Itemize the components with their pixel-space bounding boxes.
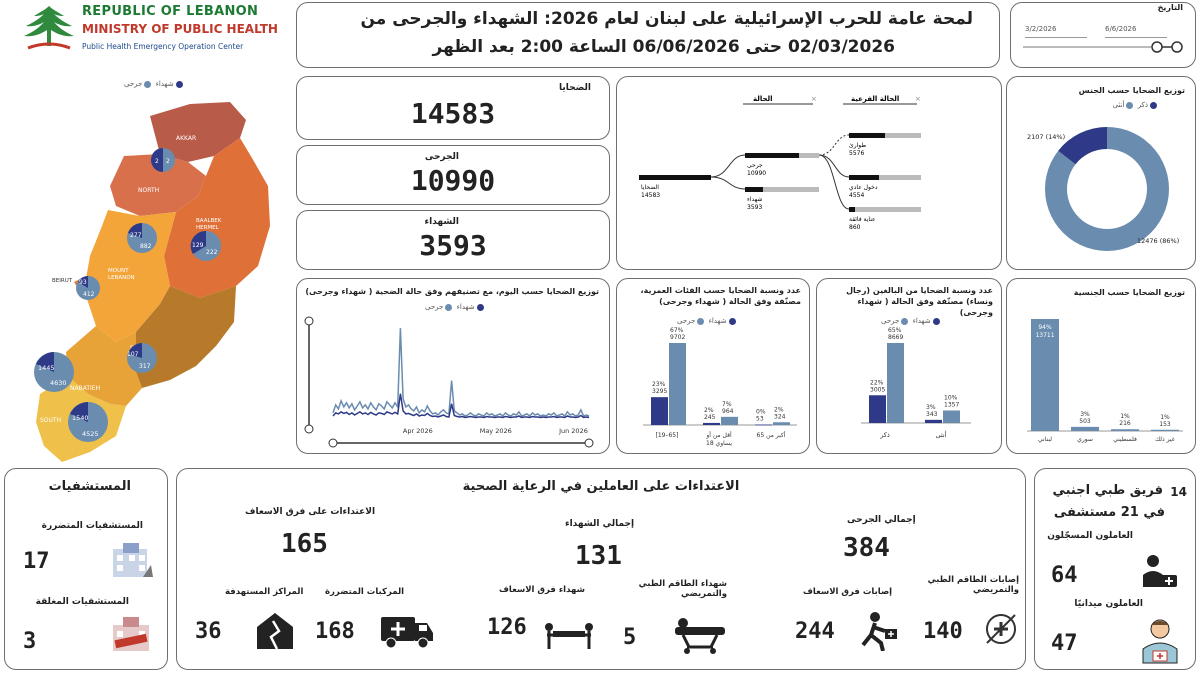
bar-percent-label: 94% bbox=[1038, 324, 1052, 331]
map-pie-akkar bbox=[151, 148, 175, 172]
attacks-ambulance-value: 165 bbox=[281, 529, 328, 559]
category-label: أقل من أو bbox=[706, 432, 732, 439]
map-legend: شهداء جرحى bbox=[124, 80, 185, 88]
logo-line-1: REPUBLIC OF LEBANON bbox=[82, 4, 259, 19]
ambulance-injured-label: إصابات فرق الاسعاف bbox=[803, 587, 893, 597]
date-from-input[interactable]: 3/2/2026 bbox=[1025, 21, 1087, 38]
bar-value-label: 324 bbox=[774, 413, 786, 421]
vertical-slider-top-handle bbox=[305, 317, 313, 325]
logo-line-3: Public Health Emergency Operation Center bbox=[82, 42, 244, 51]
x-tick-label: Apr 2026 bbox=[402, 427, 433, 435]
ambulance-icon bbox=[379, 609, 435, 649]
tree-sub-admission-bar bbox=[849, 175, 879, 180]
region-label-beirut: BEIRUT bbox=[52, 278, 73, 284]
ambulance-killed-label: شهداء فرق الاسعاف bbox=[499, 585, 585, 595]
map-pie-south bbox=[68, 402, 108, 442]
adults-legend: شهداء جرحى bbox=[881, 317, 942, 325]
nationality-bar-chart bbox=[1007, 279, 1197, 455]
bar-percent-label: 3% bbox=[1080, 410, 1090, 418]
field-workers-value: 47 bbox=[1051, 631, 1078, 656]
date-slider-handle-start bbox=[1152, 42, 1162, 52]
bar-percent-label: 23% bbox=[652, 381, 666, 389]
attacks-total-injured-value: 384 bbox=[843, 533, 890, 563]
bar-percent-label: 2% bbox=[704, 406, 714, 414]
kpi-killed-label: الشهداء bbox=[424, 217, 459, 227]
attacks-total-killed-label: إجمالي الشهداء bbox=[565, 519, 635, 529]
region-label-north: NORTH bbox=[138, 187, 160, 194]
stretcher-icon bbox=[673, 615, 727, 655]
kpi-injured-label: الجرحى bbox=[424, 152, 459, 162]
bar-killed bbox=[869, 395, 886, 423]
kpi-victims-value: 14583 bbox=[410, 97, 496, 130]
svg-text:10990: 10990 bbox=[747, 170, 767, 177]
svg-text:277: 277 bbox=[130, 232, 142, 239]
doctor-icon bbox=[1139, 617, 1181, 665]
daily-chart-title: توزيع الضحايا حسب اليوم، مع تصنيفهم وفق حالة الضحية ( شهداء وجرحى) bbox=[305, 287, 599, 296]
attacks-total-injured-label: إجمالي الجرحى bbox=[847, 515, 916, 525]
date-slider-handle-end bbox=[1172, 42, 1182, 52]
injured-medic-icon bbox=[979, 607, 1023, 651]
svg-text:1445: 1445 bbox=[38, 364, 55, 372]
bar-percent-label: 65% bbox=[888, 327, 902, 334]
bar-value-label: 245 bbox=[704, 413, 716, 421]
bar-value-label: 3005 bbox=[870, 386, 886, 394]
kpi-victims-label: الضحايا bbox=[559, 83, 591, 93]
bar-value-label: 343 bbox=[926, 410, 938, 418]
bar-killed bbox=[703, 423, 720, 425]
category-label: يساوي 18 bbox=[706, 440, 732, 447]
region-label-akkar: AKKAR bbox=[176, 135, 197, 142]
vehicles-value: 168 bbox=[315, 619, 355, 644]
decomposition-tree-panel bbox=[616, 76, 1002, 270]
svg-text:شهداء: شهداء bbox=[747, 196, 763, 203]
page-title-line-2: 02/03/2026 حتى 06/06/2026 الساعة 2:00 بعد الظهر bbox=[432, 37, 895, 57]
region-label-mount: MOUNT bbox=[108, 268, 129, 274]
medical-staff-icon bbox=[1139, 553, 1179, 593]
line-series-injured bbox=[333, 328, 589, 416]
svg-text:93: 93 bbox=[79, 279, 87, 286]
region-label-lebanon: LEBANON bbox=[108, 275, 135, 281]
bar-killed bbox=[651, 397, 668, 425]
registered-workers-label: العاملون المسجّلون bbox=[1047, 531, 1133, 541]
tree-sub-emergency-bar bbox=[849, 133, 885, 138]
attacks-title: الاعتداءات على العاملين في الرعاية الصحية bbox=[462, 479, 740, 494]
svg-text:3593: 3593 bbox=[747, 204, 763, 211]
bar-injured bbox=[721, 417, 738, 425]
svg-text:4525: 4525 bbox=[82, 430, 99, 438]
map-pie-beirut bbox=[76, 276, 100, 300]
category-label: فلسطيني bbox=[1113, 436, 1137, 443]
date-filter-panel bbox=[1010, 2, 1196, 68]
staff-injured-label: إصابات الطاقم الطبي والتمريضي bbox=[927, 575, 1019, 595]
foreign-teams-panel bbox=[1034, 468, 1196, 670]
map-pie-mount-lebanon bbox=[127, 223, 157, 253]
staff-killed-label: شهداء الطاقم الطبي والتمريضي bbox=[638, 579, 727, 599]
tree-col1-label: الحالة bbox=[753, 95, 773, 103]
bar-nationality bbox=[1071, 427, 1099, 431]
svg-text:4630: 4630 bbox=[50, 379, 67, 387]
page-title-line-1: لمحة عامة للحرب الإسرائيلية على لبنان لعام 2026: الشهداء والجرحى من bbox=[360, 9, 973, 29]
registered-workers-value: 64 bbox=[1051, 563, 1078, 588]
kpi-killed-value: 3593 bbox=[419, 229, 487, 262]
svg-text:2: 2 bbox=[166, 158, 170, 165]
kpi-victims bbox=[296, 76, 610, 140]
daily-legend: شهداء جرحى bbox=[425, 303, 486, 311]
tree-col2-label: الحالة الفرعية bbox=[851, 95, 900, 103]
age-bar-panel bbox=[616, 278, 810, 454]
hospitals-closed-label: المستشفيات المغلقة bbox=[35, 597, 129, 607]
kpi-injured-value: 10990 bbox=[410, 164, 496, 197]
title-panel bbox=[296, 2, 1000, 68]
category-label: سوري bbox=[1077, 436, 1093, 443]
field-workers-label: العاملون ميدانيًا bbox=[1074, 599, 1143, 609]
bar-percent-label: 10% bbox=[944, 394, 958, 402]
svg-text:طوارئ: طوارئ bbox=[849, 142, 867, 149]
category-label: غير ذلك bbox=[1155, 436, 1175, 443]
svg-text:860: 860 bbox=[849, 224, 861, 231]
bar-nationality bbox=[1111, 429, 1139, 431]
date-to-input[interactable]: 6/6/2026 bbox=[1105, 21, 1167, 38]
bar-injured bbox=[669, 343, 686, 425]
svg-text:عناية فائقة: عناية فائقة bbox=[849, 216, 876, 223]
daily-line-panel bbox=[296, 278, 610, 454]
svg-text:جرحى: جرحى bbox=[747, 162, 763, 169]
kpi-injured bbox=[296, 145, 610, 205]
map-pie-bekaa bbox=[127, 343, 157, 373]
gender-chart-title: توزيع الضحايا حسب الجنس bbox=[1078, 86, 1185, 95]
staff-injured-value: 140 bbox=[923, 619, 963, 644]
date-label: التاريخ bbox=[1157, 3, 1183, 12]
cedar-logo-icon bbox=[20, 2, 78, 56]
tree-injured-bar bbox=[745, 153, 799, 158]
hospitals-panel bbox=[4, 468, 168, 670]
damaged-hospital-icon bbox=[109, 541, 155, 581]
attacks-panel bbox=[176, 468, 1026, 670]
bar-value-label: 1357 bbox=[944, 401, 960, 409]
svg-text:الضحايا: الضحايا bbox=[641, 184, 659, 191]
bar-value-label: 153 bbox=[1159, 420, 1171, 428]
gender-donut-panel bbox=[1006, 76, 1196, 270]
logo-line-2: MINISTRY OF PUBLIC HEALTH bbox=[82, 22, 278, 36]
bar-value-label: 9702 bbox=[670, 334, 686, 341]
svg-text:×: × bbox=[915, 95, 921, 103]
region-label-baalbek: BAALBEK bbox=[196, 218, 222, 224]
closed-hospital-icon bbox=[109, 615, 155, 655]
x-tick-label: May 2026 bbox=[479, 427, 512, 435]
bar-percent-label: 3% bbox=[926, 403, 936, 411]
svg-text:1540: 1540 bbox=[72, 414, 89, 422]
carried-stretcher-icon bbox=[543, 621, 595, 651]
donut-label-male: 12476 (86%) bbox=[1137, 237, 1180, 245]
bar-injured bbox=[773, 422, 790, 425]
tree-killed-bar bbox=[745, 187, 763, 192]
hospitals-title: المستشفيات bbox=[48, 479, 131, 494]
adults-bar-chart bbox=[817, 279, 1003, 455]
attacks-total-killed-value: 131 bbox=[575, 541, 622, 571]
svg-text:107: 107 bbox=[127, 351, 139, 358]
horizontal-slider-start-handle bbox=[329, 439, 337, 447]
kpi-killed bbox=[296, 210, 610, 270]
horizontal-slider-end-handle bbox=[585, 439, 593, 447]
bar-value-label: 8669 bbox=[888, 334, 904, 341]
gender-legend: ذكر أنثى bbox=[1113, 101, 1159, 109]
bar-injured bbox=[943, 410, 960, 423]
svg-text:2: 2 bbox=[155, 158, 159, 165]
vertical-slider-bottom-handle bbox=[305, 425, 313, 433]
bar-value-label: 503 bbox=[1079, 417, 1091, 425]
svg-text:317: 317 bbox=[139, 363, 151, 370]
bar-value-label: 53 bbox=[756, 415, 764, 423]
bar-percent-label: 0% bbox=[756, 408, 766, 416]
svg-text:دخول عادي: دخول عادي bbox=[849, 184, 878, 191]
svg-text:412: 412 bbox=[83, 291, 95, 298]
region-label-south: SOUTH bbox=[40, 417, 62, 424]
category-label: أنثى bbox=[935, 431, 947, 439]
svg-text:882: 882 bbox=[140, 243, 152, 250]
daily-line-chart bbox=[297, 279, 611, 455]
tree-root-bar bbox=[639, 175, 711, 180]
tree-sub-icu-bar bbox=[849, 207, 855, 212]
region-label-nabatieh: NABATIEH bbox=[70, 385, 101, 392]
attacks-ambulance-label: الاعتداءات على فرق الاسعاف bbox=[245, 507, 376, 517]
svg-text:14583: 14583 bbox=[641, 192, 661, 199]
bar-value-label: 3295 bbox=[652, 388, 668, 396]
running-medic-icon bbox=[857, 611, 901, 651]
adults-bar-panel bbox=[816, 278, 1002, 454]
category-label: [19–65] bbox=[655, 432, 679, 439]
hospitals-damaged-value: 17 bbox=[23, 549, 50, 574]
x-tick-label: Jun 2026 bbox=[559, 427, 588, 435]
bar-value-label: 13711 bbox=[1035, 332, 1055, 339]
bar-nationality bbox=[1151, 430, 1179, 431]
foreign-team-count: 14 bbox=[1170, 485, 1187, 499]
hospitals-damaged-label: المستشفيات المتضررة bbox=[41, 521, 143, 531]
svg-text:4554: 4554 bbox=[849, 192, 865, 199]
svg-text:222: 222 bbox=[206, 249, 218, 256]
svg-text:×: × bbox=[811, 95, 817, 103]
bar-percent-label: 22% bbox=[870, 379, 884, 387]
bar-percent-label: 7% bbox=[722, 400, 732, 408]
age-legend: شهداء جرحى bbox=[677, 317, 738, 325]
bar-percent-label: 67% bbox=[670, 327, 684, 334]
age-chart-title: عدد ونسبة الضحايا حسب الفئات العمرية، مصنّفة وفق الحالة ( شهداء وجرحى) bbox=[640, 286, 801, 306]
staff-killed-value: 5 bbox=[623, 625, 637, 650]
bar-percent-label: 1% bbox=[1160, 413, 1170, 421]
category-label: ذكر bbox=[880, 431, 890, 439]
category-label: أكبر من 65 bbox=[756, 432, 786, 439]
svg-text:129: 129 bbox=[192, 242, 204, 249]
centers-label: المراكز المستهدفة bbox=[225, 587, 304, 597]
age-bar-chart bbox=[617, 279, 811, 455]
damaged-building-icon bbox=[255, 611, 295, 651]
bar-killed bbox=[925, 420, 942, 423]
bar-injured bbox=[887, 343, 904, 423]
donut-label-female: 2107 (14%) bbox=[1027, 133, 1066, 141]
map-pie-nabatieh bbox=[34, 352, 74, 392]
bar-killed bbox=[755, 425, 772, 426]
region-label-hermel: HERMEL bbox=[196, 225, 219, 231]
logo bbox=[20, 2, 280, 60]
nationality-bar-panel bbox=[1006, 278, 1196, 454]
foreign-team-label: فريق طبي اجنبي bbox=[1052, 483, 1163, 498]
adults-chart-title: عدد ونسبة الضحايا من البالغين (رجال ونساء) مصنّفة وفق الحالة ( شهداء وجرحى) bbox=[846, 286, 993, 317]
ambulance-injured-value: 244 bbox=[795, 619, 835, 644]
bar-percent-label: 2% bbox=[774, 406, 784, 414]
foreign-hospitals-label: في 21 مستشفى bbox=[1053, 505, 1165, 520]
bar-percent-label: 1% bbox=[1120, 413, 1130, 421]
date-range-slider[interactable] bbox=[1011, 37, 1197, 61]
bar-value-label: 964 bbox=[722, 407, 734, 415]
nationality-chart-title: توزيع الضحايا حسب الجنسية bbox=[1073, 288, 1185, 297]
category-label: لبناني bbox=[1038, 436, 1052, 443]
ambulance-killed-value: 126 bbox=[487, 615, 527, 640]
vehicles-label: المركبات المتضررة bbox=[325, 587, 405, 597]
bar-value-label: 216 bbox=[1119, 420, 1131, 428]
centers-value: 36 bbox=[195, 619, 222, 644]
lebanon-map bbox=[0, 76, 290, 468]
hospitals-closed-value: 3 bbox=[23, 629, 37, 654]
svg-text:5576: 5576 bbox=[849, 150, 865, 157]
